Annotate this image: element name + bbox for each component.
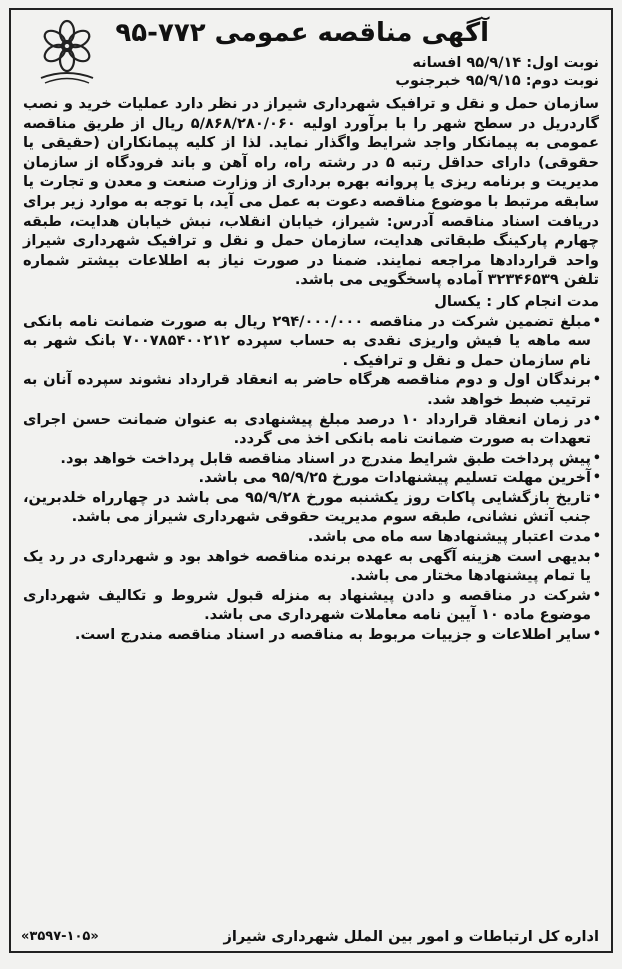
term-participation: • شرکت در مناقصه و دادن پیشنهاد به منزله قبول شروط و تکالیف شهرداری موضوع ماده ۱۰ آیین نامه معاملات شهرداری می باشد.	[23, 586, 599, 625]
term-performance-bond: • در زمان انعقاد قرارداد ۱۰ درصد مبلغ پیشنهادی به عنوان ضمانت حسن اجرای تعهدات به صورت ضمانت نامه بانکی اخذ می گردد.	[23, 410, 599, 449]
term-validity: • مدت اعتبار پیشنهادها سه ماه می باشد.	[23, 527, 599, 547]
term-guarantee: • مبلغ تضمین شرکت در مناقصه ۲۹۴/۰۰۰/۰۰۰ ریال به صورت ضمانت نامه بانکی سه ماهه یا فیش واریزی نقدی به حساب سپرده ۷۰۰۷۸۵۴۰۰۲۱۲ بانک شهر به نام سازمان حمل و نقل و ترافیک .	[23, 312, 599, 371]
intro-paragraph: سازمان حمل و نقل و ترافیک شهرداری شیراز در نظر دارد عملیات خرید و نصب گاردریل در سطح شهر را با برآورد اولیه ۵/۸۶۸/۲۸۰/۰۶۰ ریال از طریق مناقصه عمومی به پیمانکار واجد شرایط واگذار نماید. لذا از کلیه پیمانکاران (حقیقی یا حقوقی) دارای حداقل رتبه ۵ در رشته راه، راه آهن و باند فرودگاه از سازمان مدیریت و برنامه ریزی یا پروانه بهره برداری از وزارت صنعت و معدن و تجارت یا سابقه مرتبط با موضوع مناقصه دعوت به عمل می آید، با توجه به موارد زیر برای دریافت اسناد مناقصه آدرس: شیراز، خیابان انقلاب، نبش خیابان هدایت، طبقه چهارم پارکینگ طبقاتی هدایت، سازمان حمل و نقل و ترافیک شهرداری شیراز واحد قراردادها مراجعه نمایند. ضمنا در صورت نیاز به اطلاعات بیشتر شماره تلفن ۳۲۳۴۶۵۳۹ آماده پاسخگویی می باشد.	[23, 95, 599, 289]
term-deadline: • آخرین مهلت تسلیم پیشنهادات مورخ ۹۵/۹/۲۵ می باشد.	[23, 468, 599, 488]
term-other-info: • سایر اطلاعات و جزییات مربوط به مناقصه در اسناد مناقصه مندرج است.	[23, 625, 599, 645]
term-prepayment: • پیش پرداخت طبق شرایط مندرج در اسناد مناقصه قابل پرداخت خواهد بود.	[23, 449, 599, 469]
issuer-signature: اداره کل ارتباطات و امور بین الملل شهرداری شیراز	[223, 928, 599, 945]
term-winners: • برندگان اول و دوم مناقصه هرگاه حاضر به انعقاد قرارداد نشوند سپرده آنان به ترتیب ضبط خواهد شد.	[23, 370, 599, 409]
term-opening: • تاریخ بازگشایی پاکات روز یکشنبه مورخ ۹۵/۹/۲۸ می باشد در چهارراه خلدبرین، جنب آتش نشانی، طبقه سوم مدیریت حقوقی شهرداری شیراز می باشد.	[23, 488, 599, 527]
notice-footer	[21, 928, 599, 945]
round-first: نوبت اول: ۹۵/۹/۱۴ افسانه	[412, 55, 599, 71]
notice-code: «۳۵۹۷-۱۰۵»	[21, 929, 99, 944]
publication-rounds	[395, 54, 599, 90]
tender-notice	[9, 8, 613, 953]
terms-list	[23, 312, 599, 645]
shiraz-municipality-logo-icon	[31, 16, 103, 86]
work-duration: مدت انجام کار : یکسال	[434, 292, 599, 310]
round-second: نوبت دوم: ۹۵/۹/۱۵ خبرجنوب	[395, 73, 599, 89]
notice-title: آگهی مناقصه عمومی ۷۷۲-۹۵	[115, 18, 489, 48]
notice-header	[23, 16, 599, 89]
term-ad-cost: • بدیهی است هزینه آگهی به عهده برنده مناقصه خواهد بود و شهرداری در رد یک یا تمام پیشنهادها مختار می باشد.	[23, 547, 599, 586]
